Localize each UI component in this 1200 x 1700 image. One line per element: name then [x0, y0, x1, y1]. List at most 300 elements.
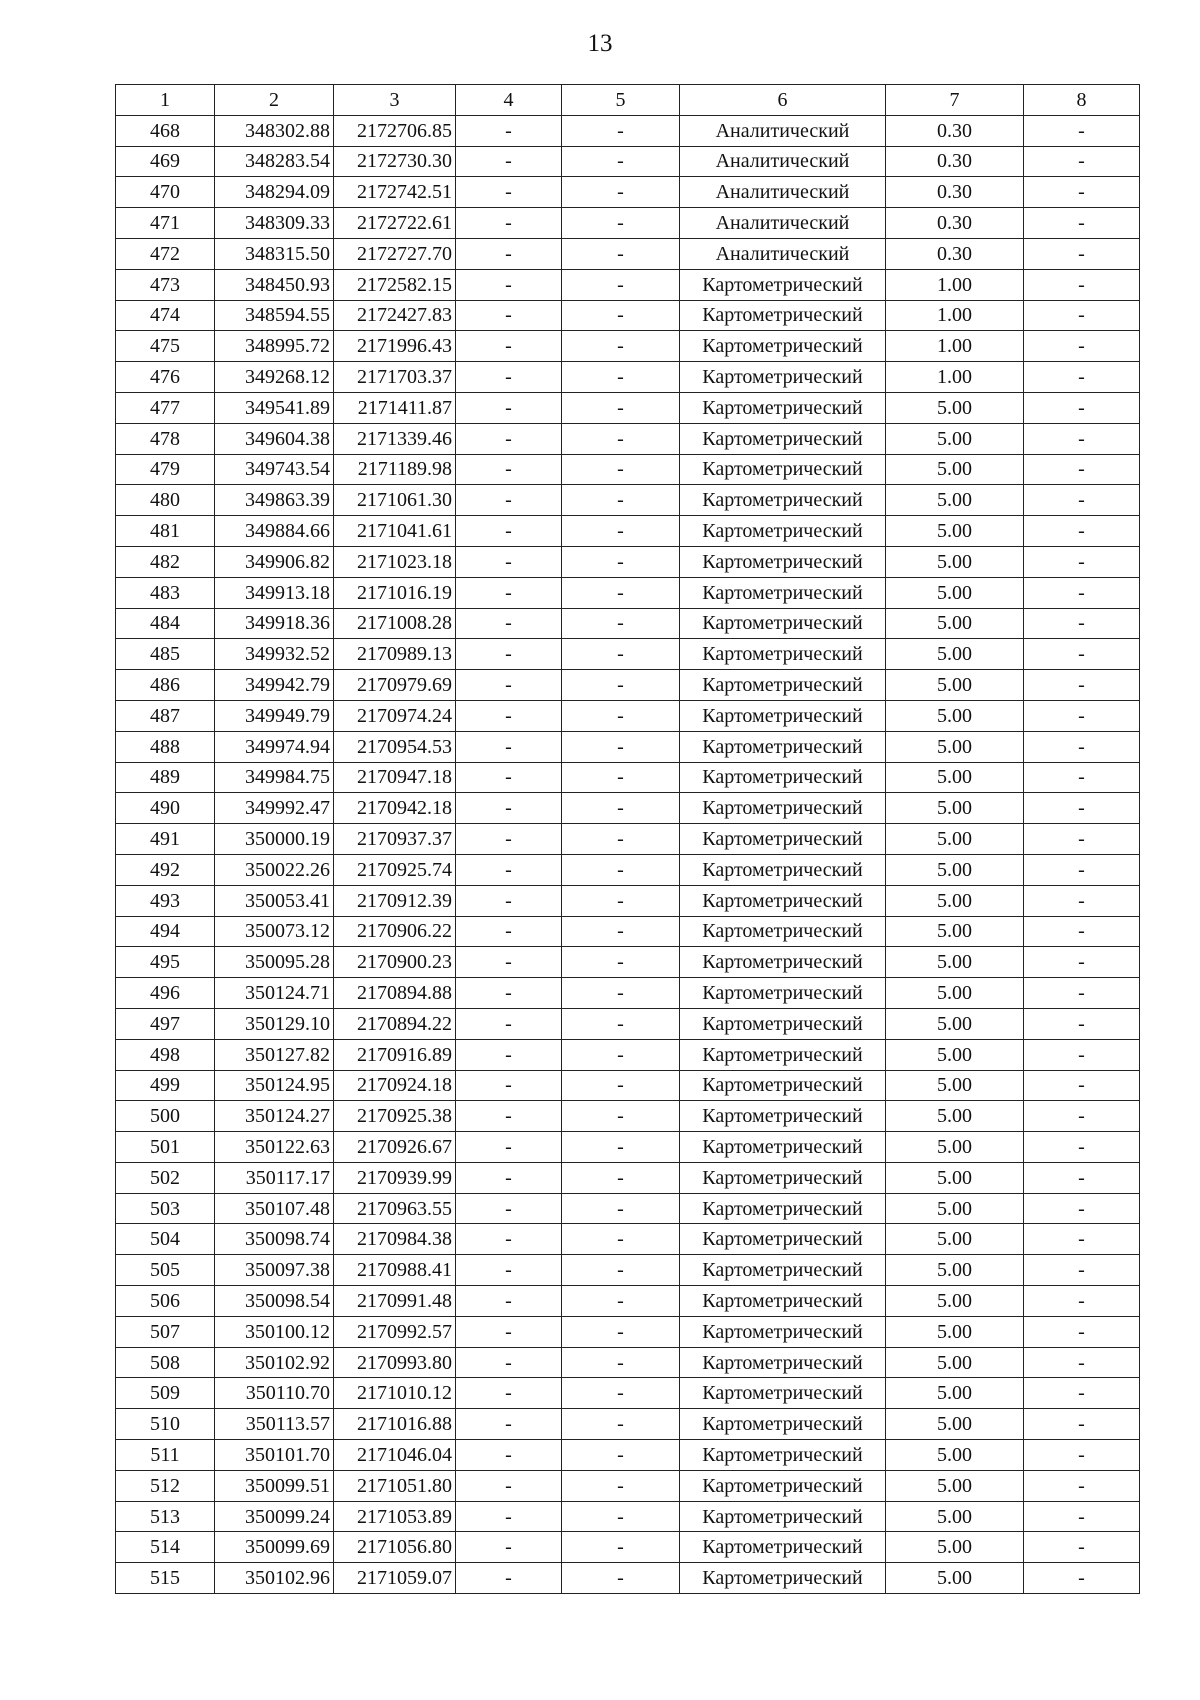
accuracy-cell: 5.00 — [886, 1563, 1024, 1594]
x-coordinate-cell: 349932.52 — [215, 639, 334, 670]
method-cell: Картометрический — [680, 1162, 886, 1193]
point-number-cell: 486 — [116, 670, 215, 701]
col4-cell: - — [456, 115, 562, 146]
point-number-cell: 515 — [116, 1563, 215, 1594]
col8-cell: - — [1024, 1101, 1140, 1132]
col5-cell: - — [562, 1070, 680, 1101]
col4-cell: - — [456, 269, 562, 300]
col8-cell: - — [1024, 916, 1140, 947]
col5-cell: - — [562, 731, 680, 762]
method-cell: Картометрический — [680, 762, 886, 793]
method-cell: Картометрический — [680, 1008, 886, 1039]
point-number-cell: 490 — [116, 793, 215, 824]
col4-cell: - — [456, 1316, 562, 1347]
accuracy-cell: 5.00 — [886, 700, 1024, 731]
table-row — [116, 362, 1140, 393]
x-coordinate-cell: 349918.36 — [215, 608, 334, 639]
col4-cell: - — [456, 177, 562, 208]
accuracy-cell: 5.00 — [886, 423, 1024, 454]
accuracy-cell: 0.30 — [886, 238, 1024, 269]
column-header: 5 — [562, 85, 680, 116]
col5-cell: - — [562, 546, 680, 577]
col4-cell: - — [456, 516, 562, 547]
col5-cell: - — [562, 1224, 680, 1255]
col4-cell: - — [456, 454, 562, 485]
x-coordinate-cell: 350102.92 — [215, 1347, 334, 1378]
x-coordinate-cell: 350102.96 — [215, 1563, 334, 1594]
y-coordinate-cell: 2171008.28 — [334, 608, 456, 639]
table-row — [116, 1316, 1140, 1347]
col5-cell: - — [562, 1563, 680, 1594]
accuracy-cell: 1.00 — [886, 331, 1024, 362]
x-coordinate-cell: 348995.72 — [215, 331, 334, 362]
method-cell: Картометрический — [680, 1532, 886, 1563]
accuracy-cell: 5.00 — [886, 1409, 1024, 1440]
col8-cell: - — [1024, 762, 1140, 793]
method-cell: Картометрический — [680, 1563, 886, 1594]
method-cell: Картометрический — [680, 1070, 886, 1101]
col5-cell: - — [562, 700, 680, 731]
table-row — [116, 1347, 1140, 1378]
y-coordinate-cell: 2171010.12 — [334, 1378, 456, 1409]
col4-cell: - — [456, 577, 562, 608]
accuracy-cell: 5.00 — [886, 1132, 1024, 1163]
x-coordinate-cell: 350095.28 — [215, 947, 334, 978]
accuracy-cell: 1.00 — [886, 362, 1024, 393]
x-coordinate-cell: 350098.54 — [215, 1286, 334, 1317]
accuracy-cell: 1.00 — [886, 269, 1024, 300]
col4-cell: - — [456, 1132, 562, 1163]
x-coordinate-cell: 349974.94 — [215, 731, 334, 762]
col5-cell: - — [562, 916, 680, 947]
col4-cell: - — [456, 1162, 562, 1193]
col4-cell: - — [456, 639, 562, 670]
col4-cell: - — [456, 1440, 562, 1471]
point-number-cell: 472 — [116, 238, 215, 269]
table-row — [116, 1378, 1140, 1409]
x-coordinate-cell: 350099.69 — [215, 1532, 334, 1563]
point-number-cell: 481 — [116, 516, 215, 547]
col4-cell: - — [456, 546, 562, 577]
col8-cell: - — [1024, 824, 1140, 855]
table-row — [116, 639, 1140, 670]
point-number-cell: 474 — [116, 300, 215, 331]
col4-cell: - — [456, 362, 562, 393]
y-coordinate-cell: 2172722.61 — [334, 208, 456, 239]
accuracy-cell: 5.00 — [886, 1532, 1024, 1563]
col5-cell: - — [562, 454, 680, 485]
col4-cell: - — [456, 793, 562, 824]
y-coordinate-cell: 2170925.38 — [334, 1101, 456, 1132]
accuracy-cell: 5.00 — [886, 1470, 1024, 1501]
col4-cell: - — [456, 208, 562, 239]
col8-cell: - — [1024, 1193, 1140, 1224]
x-coordinate-cell: 349884.66 — [215, 516, 334, 547]
column-header: 1 — [116, 85, 215, 116]
col5-cell: - — [562, 269, 680, 300]
accuracy-cell: 5.00 — [886, 1162, 1024, 1193]
accuracy-cell: 0.30 — [886, 146, 1024, 177]
col8-cell: - — [1024, 731, 1140, 762]
method-cell: Картометрический — [680, 793, 886, 824]
y-coordinate-cell: 2171703.37 — [334, 362, 456, 393]
col4-cell: - — [456, 300, 562, 331]
y-coordinate-cell: 2170947.18 — [334, 762, 456, 793]
col8-cell: - — [1024, 516, 1140, 547]
y-coordinate-cell: 2170939.99 — [334, 1162, 456, 1193]
accuracy-cell: 5.00 — [886, 1039, 1024, 1070]
accuracy-cell: 5.00 — [886, 1070, 1024, 1101]
col8-cell: - — [1024, 1440, 1140, 1471]
col4-cell: - — [456, 824, 562, 855]
x-coordinate-cell: 349863.39 — [215, 485, 334, 516]
method-cell: Картометрический — [680, 608, 886, 639]
point-number-cell: 488 — [116, 731, 215, 762]
method-cell: Аналитический — [680, 208, 886, 239]
col8-cell: - — [1024, 1132, 1140, 1163]
col5-cell: - — [562, 362, 680, 393]
col5-cell: - — [562, 793, 680, 824]
y-coordinate-cell: 2170984.38 — [334, 1224, 456, 1255]
x-coordinate-cell: 350099.51 — [215, 1470, 334, 1501]
y-coordinate-cell: 2172727.70 — [334, 238, 456, 269]
col8-cell: - — [1024, 854, 1140, 885]
y-coordinate-cell: 2171339.46 — [334, 423, 456, 454]
method-cell: Картометрический — [680, 423, 886, 454]
x-coordinate-cell: 348309.33 — [215, 208, 334, 239]
col5-cell: - — [562, 485, 680, 516]
y-coordinate-cell: 2170963.55 — [334, 1193, 456, 1224]
method-cell: Картометрический — [680, 269, 886, 300]
col8-cell: - — [1024, 978, 1140, 1009]
x-coordinate-cell: 350124.71 — [215, 978, 334, 1009]
column-header: 4 — [456, 85, 562, 116]
col5-cell: - — [562, 208, 680, 239]
table-row — [116, 454, 1140, 485]
point-number-cell: 505 — [116, 1255, 215, 1286]
x-coordinate-cell: 348315.50 — [215, 238, 334, 269]
col8-cell: - — [1024, 115, 1140, 146]
table-row — [116, 146, 1140, 177]
table-row — [116, 824, 1140, 855]
col8-cell: - — [1024, 577, 1140, 608]
col5-cell: - — [562, 1409, 680, 1440]
col5-cell: - — [562, 1470, 680, 1501]
accuracy-cell: 1.00 — [886, 300, 1024, 331]
col5-cell: - — [562, 331, 680, 362]
col8-cell: - — [1024, 1286, 1140, 1317]
table-row — [116, 762, 1140, 793]
point-number-cell: 502 — [116, 1162, 215, 1193]
y-coordinate-cell: 2170992.57 — [334, 1316, 456, 1347]
col5-cell: - — [562, 1008, 680, 1039]
table-row — [116, 1224, 1140, 1255]
column-header: 7 — [886, 85, 1024, 116]
x-coordinate-cell: 349992.47 — [215, 793, 334, 824]
table-row — [116, 392, 1140, 423]
x-coordinate-cell: 350110.70 — [215, 1378, 334, 1409]
method-cell: Картометрический — [680, 516, 886, 547]
point-number-cell: 492 — [116, 854, 215, 885]
y-coordinate-cell: 2171051.80 — [334, 1470, 456, 1501]
method-cell: Картометрический — [680, 1224, 886, 1255]
table-row — [116, 1532, 1140, 1563]
y-coordinate-cell: 2170937.37 — [334, 824, 456, 855]
x-coordinate-cell: 349913.18 — [215, 577, 334, 608]
x-coordinate-cell: 349268.12 — [215, 362, 334, 393]
point-number-cell: 510 — [116, 1409, 215, 1440]
table-row — [116, 1039, 1140, 1070]
y-coordinate-cell: 2170894.88 — [334, 978, 456, 1009]
point-number-cell: 496 — [116, 978, 215, 1009]
point-number-cell: 507 — [116, 1316, 215, 1347]
accuracy-cell: 5.00 — [886, 485, 1024, 516]
col5-cell: - — [562, 639, 680, 670]
col4-cell: - — [456, 1193, 562, 1224]
y-coordinate-cell: 2171023.18 — [334, 546, 456, 577]
point-number-cell: 473 — [116, 269, 215, 300]
accuracy-cell: 0.30 — [886, 177, 1024, 208]
table-row — [116, 1470, 1140, 1501]
x-coordinate-cell: 350000.19 — [215, 824, 334, 855]
point-number-cell: 485 — [116, 639, 215, 670]
y-coordinate-cell: 2170942.18 — [334, 793, 456, 824]
y-coordinate-cell: 2170979.69 — [334, 670, 456, 701]
method-cell: Картометрический — [680, 731, 886, 762]
col8-cell: - — [1024, 331, 1140, 362]
method-cell: Картометрический — [680, 331, 886, 362]
col8-cell: - — [1024, 454, 1140, 485]
table-row — [116, 115, 1140, 146]
method-cell: Картометрический — [680, 947, 886, 978]
point-number-cell: 480 — [116, 485, 215, 516]
table-row — [116, 577, 1140, 608]
table-row — [116, 1070, 1140, 1101]
method-cell: Картометрический — [680, 700, 886, 731]
table-row — [116, 947, 1140, 978]
col5-cell: - — [562, 115, 680, 146]
table-row — [116, 177, 1140, 208]
col8-cell: - — [1024, 1563, 1140, 1594]
col4-cell: - — [456, 423, 562, 454]
table-row — [116, 978, 1140, 1009]
table-row — [116, 1286, 1140, 1317]
col8-cell: - — [1024, 670, 1140, 701]
col8-cell: - — [1024, 300, 1140, 331]
column-header: 6 — [680, 85, 886, 116]
method-cell: Аналитический — [680, 238, 886, 269]
accuracy-cell: 0.30 — [886, 115, 1024, 146]
accuracy-cell: 5.00 — [886, 762, 1024, 793]
x-coordinate-cell: 349942.79 — [215, 670, 334, 701]
col5-cell: - — [562, 423, 680, 454]
col8-cell: - — [1024, 269, 1140, 300]
col4-cell: - — [456, 762, 562, 793]
x-coordinate-cell: 348302.88 — [215, 115, 334, 146]
col5-cell: - — [562, 1255, 680, 1286]
x-coordinate-cell: 350129.10 — [215, 1008, 334, 1039]
y-coordinate-cell: 2170974.24 — [334, 700, 456, 731]
col5-cell: - — [562, 978, 680, 1009]
col5-cell: - — [562, 854, 680, 885]
table-row — [116, 1101, 1140, 1132]
point-number-cell: 484 — [116, 608, 215, 639]
col8-cell: - — [1024, 423, 1140, 454]
table-row — [116, 516, 1140, 547]
method-cell: Картометрический — [680, 1470, 886, 1501]
point-number-cell: 489 — [116, 762, 215, 793]
col4-cell: - — [456, 1563, 562, 1594]
method-cell: Картометрический — [680, 1101, 886, 1132]
point-number-cell: 513 — [116, 1501, 215, 1532]
x-coordinate-cell: 348283.54 — [215, 146, 334, 177]
point-number-cell: 487 — [116, 700, 215, 731]
point-number-cell: 511 — [116, 1440, 215, 1471]
method-cell: Картометрический — [680, 916, 886, 947]
method-cell: Картометрический — [680, 824, 886, 855]
table-row — [116, 793, 1140, 824]
col5-cell: - — [562, 1501, 680, 1532]
table-row — [116, 1409, 1140, 1440]
col4-cell: - — [456, 670, 562, 701]
accuracy-cell: 5.00 — [886, 731, 1024, 762]
y-coordinate-cell: 2171056.80 — [334, 1532, 456, 1563]
col4-cell: - — [456, 1224, 562, 1255]
x-coordinate-cell: 349604.38 — [215, 423, 334, 454]
point-number-cell: 504 — [116, 1224, 215, 1255]
point-number-cell: 483 — [116, 577, 215, 608]
point-number-cell: 508 — [116, 1347, 215, 1378]
method-cell: Картометрический — [680, 978, 886, 1009]
method-cell: Картометрический — [680, 300, 886, 331]
x-coordinate-cell: 349541.89 — [215, 392, 334, 423]
accuracy-cell: 0.30 — [886, 208, 1024, 239]
col5-cell: - — [562, 608, 680, 639]
col4-cell: - — [456, 485, 562, 516]
accuracy-cell: 5.00 — [886, 577, 1024, 608]
col4-cell: - — [456, 1008, 562, 1039]
x-coordinate-cell: 349984.75 — [215, 762, 334, 793]
accuracy-cell: 5.00 — [886, 1193, 1024, 1224]
y-coordinate-cell: 2171016.19 — [334, 577, 456, 608]
col4-cell: - — [456, 947, 562, 978]
point-number-cell: 468 — [116, 115, 215, 146]
col4-cell: - — [456, 238, 562, 269]
method-cell: Картометрический — [680, 885, 886, 916]
col4-cell: - — [456, 1501, 562, 1532]
table-row — [116, 208, 1140, 239]
point-number-cell: 514 — [116, 1532, 215, 1563]
col4-cell: - — [456, 978, 562, 1009]
table-row — [116, 238, 1140, 269]
col5-cell: - — [562, 1440, 680, 1471]
method-cell: Картометрический — [680, 1378, 886, 1409]
y-coordinate-cell: 2170900.23 — [334, 947, 456, 978]
table-row — [116, 1193, 1140, 1224]
accuracy-cell: 5.00 — [886, 1008, 1024, 1039]
col4-cell: - — [456, 608, 562, 639]
table-row — [116, 700, 1140, 731]
method-cell: Картометрический — [680, 1440, 886, 1471]
col8-cell: - — [1024, 1347, 1140, 1378]
col4-cell: - — [456, 146, 562, 177]
col8-cell: - — [1024, 1039, 1140, 1070]
col8-cell: - — [1024, 208, 1140, 239]
x-coordinate-cell: 350098.74 — [215, 1224, 334, 1255]
method-cell: Картометрический — [680, 1316, 886, 1347]
col8-cell: - — [1024, 238, 1140, 269]
col5-cell: - — [562, 1378, 680, 1409]
table-header-row — [116, 85, 1140, 116]
accuracy-cell: 5.00 — [886, 947, 1024, 978]
x-coordinate-cell: 349949.79 — [215, 700, 334, 731]
point-number-cell: 495 — [116, 947, 215, 978]
method-cell: Аналитический — [680, 146, 886, 177]
x-coordinate-cell: 350073.12 — [215, 916, 334, 947]
col8-cell: - — [1024, 485, 1140, 516]
table-body — [116, 115, 1140, 1593]
table-row — [116, 1132, 1140, 1163]
column-header: 3 — [334, 85, 456, 116]
col5-cell: - — [562, 1193, 680, 1224]
col8-cell: - — [1024, 362, 1140, 393]
column-header: 8 — [1024, 85, 1140, 116]
col4-cell: - — [456, 1378, 562, 1409]
col4-cell: - — [456, 1347, 562, 1378]
table-row — [116, 1162, 1140, 1193]
y-coordinate-cell: 2171059.07 — [334, 1563, 456, 1594]
col5-cell: - — [562, 1532, 680, 1563]
y-coordinate-cell: 2172706.85 — [334, 115, 456, 146]
col4-cell: - — [456, 700, 562, 731]
table-row — [116, 300, 1140, 331]
column-header: 2 — [215, 85, 334, 116]
table-row — [116, 731, 1140, 762]
col4-cell: - — [456, 1532, 562, 1563]
method-cell: Аналитический — [680, 177, 886, 208]
method-cell: Аналитический — [680, 115, 886, 146]
table-row — [116, 1501, 1140, 1532]
accuracy-cell: 5.00 — [886, 392, 1024, 423]
col8-cell: - — [1024, 1162, 1140, 1193]
col5-cell: - — [562, 238, 680, 269]
x-coordinate-cell: 350117.17 — [215, 1162, 334, 1193]
accuracy-cell: 5.00 — [886, 454, 1024, 485]
y-coordinate-cell: 2170954.53 — [334, 731, 456, 762]
point-number-cell: 501 — [116, 1132, 215, 1163]
y-coordinate-cell: 2170906.22 — [334, 916, 456, 947]
accuracy-cell: 5.00 — [886, 670, 1024, 701]
col5-cell: - — [562, 885, 680, 916]
point-number-cell: 479 — [116, 454, 215, 485]
method-cell: Картометрический — [680, 1255, 886, 1286]
table-row — [116, 269, 1140, 300]
table-row — [116, 885, 1140, 916]
col5-cell: - — [562, 177, 680, 208]
col5-cell: - — [562, 146, 680, 177]
accuracy-cell: 5.00 — [886, 1286, 1024, 1317]
x-coordinate-cell: 350053.41 — [215, 885, 334, 916]
x-coordinate-cell: 350124.95 — [215, 1070, 334, 1101]
accuracy-cell: 5.00 — [886, 1501, 1024, 1532]
col4-cell: - — [456, 1101, 562, 1132]
col8-cell: - — [1024, 546, 1140, 577]
x-coordinate-cell: 350100.12 — [215, 1316, 334, 1347]
x-coordinate-cell: 350122.63 — [215, 1132, 334, 1163]
x-coordinate-cell: 348294.09 — [215, 177, 334, 208]
y-coordinate-cell: 2170916.89 — [334, 1039, 456, 1070]
col8-cell: - — [1024, 639, 1140, 670]
